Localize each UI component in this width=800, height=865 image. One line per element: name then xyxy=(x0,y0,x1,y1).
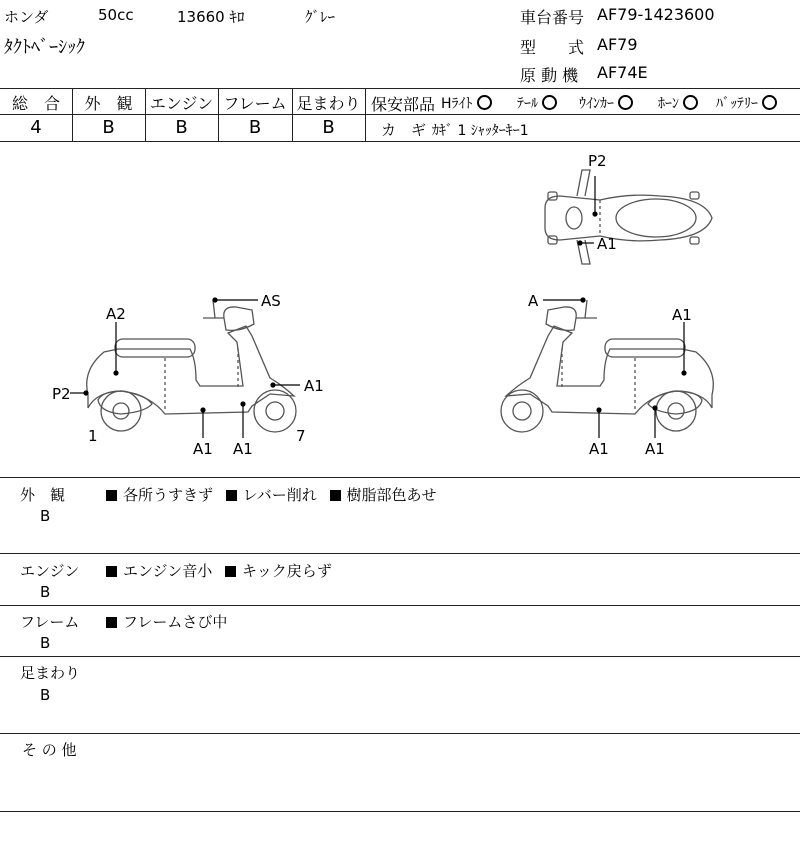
section-label: 外 観 xyxy=(20,486,66,504)
rating-header-engine: エンジン xyxy=(149,94,214,113)
section-label: そ の 他 xyxy=(22,741,77,759)
section-grade: B xyxy=(40,634,51,652)
rating-engine: B xyxy=(175,117,188,138)
safety-item-horn: ﾎｰﾝ xyxy=(658,93,698,113)
rating-header-suspension: 足まわり xyxy=(296,94,361,113)
model-name: ﾀｸﾄﾍﾞｰｼｯｸ xyxy=(4,37,85,58)
damage-leaders xyxy=(70,176,686,438)
damage-label: A1 xyxy=(645,440,665,458)
bullet-square-icon xyxy=(330,490,341,501)
maker: ホンダ xyxy=(4,8,49,26)
safety-item-winker: ｳｲﾝｶｰ xyxy=(579,93,633,113)
rating-header-exterior: 外 観 xyxy=(84,94,133,113)
engine-model: AF74E xyxy=(597,63,648,82)
mileage: 13660 ｷﾛ xyxy=(177,8,245,26)
model-type-label: 型 式 xyxy=(520,38,585,57)
safety-item-headlight: Hﾗｲﾄ xyxy=(441,93,492,113)
section-items: フレームさび中 xyxy=(106,611,235,632)
damage-label: A2 xyxy=(106,305,126,323)
bullet-square-icon xyxy=(106,566,117,577)
rating-suspension: B xyxy=(322,117,335,138)
color: ｸﾞﾚｰ xyxy=(305,8,336,26)
damage-label: A1 xyxy=(304,377,324,395)
model-type: AF79 xyxy=(597,35,638,54)
section-items: エンジン音小 キック戻らず xyxy=(106,560,340,581)
rating-overall: 4 xyxy=(30,117,42,138)
safety-item-battery: ﾊﾞｯﾃﾘｰ xyxy=(716,93,777,113)
damage-label: AS xyxy=(261,292,281,310)
engine-model-label: 原 動 機 xyxy=(520,66,579,85)
rating-frame: B xyxy=(248,117,262,138)
section-grade: B xyxy=(40,583,51,601)
keys-label: カ ギ xyxy=(381,121,427,139)
scooter-top-view xyxy=(545,170,712,264)
damage-label: 1 xyxy=(88,427,98,445)
bullet-square-icon xyxy=(106,490,117,501)
damage-label: A1 xyxy=(597,235,617,253)
bullet-square-icon xyxy=(226,490,237,501)
damage-label: A1 xyxy=(672,306,692,324)
damage-label: A1 xyxy=(589,440,609,458)
section-label: 足まわり xyxy=(20,664,81,682)
bullet-square-icon xyxy=(225,566,236,577)
damage-label: A1 xyxy=(233,440,253,458)
section-label: フレーム xyxy=(20,613,80,631)
section-grade: B xyxy=(40,686,51,704)
frame-number-label: 車台番号 xyxy=(520,8,585,27)
keys-value: ｶｷﾞ 1 ｼｬｯﾀｰｷｰ1 xyxy=(432,123,529,139)
rating-header-frame: フレーム xyxy=(223,94,287,113)
bullet-square-icon xyxy=(106,617,117,628)
section-label: エンジン xyxy=(20,562,80,580)
damage-label: P2 xyxy=(52,385,71,403)
displacement: 50cc xyxy=(98,6,134,24)
damage-label: 7 xyxy=(296,427,306,445)
damage-label: A1 xyxy=(193,440,213,458)
section-items: 各所うすきず レバー削れ 樹脂部色あせ xyxy=(106,484,445,505)
rating-header-overall: 総 合 xyxy=(11,94,60,113)
safety-item-tail: ﾃｰﾙ xyxy=(517,93,557,113)
frame-number: AF79-1423600 xyxy=(597,5,715,24)
damage-label: A xyxy=(528,292,539,310)
rating-exterior: B xyxy=(102,117,115,138)
section-grade: B xyxy=(40,507,51,525)
damage-label: P2 xyxy=(588,152,607,170)
safety-parts-label: 保安部品 xyxy=(371,95,436,114)
